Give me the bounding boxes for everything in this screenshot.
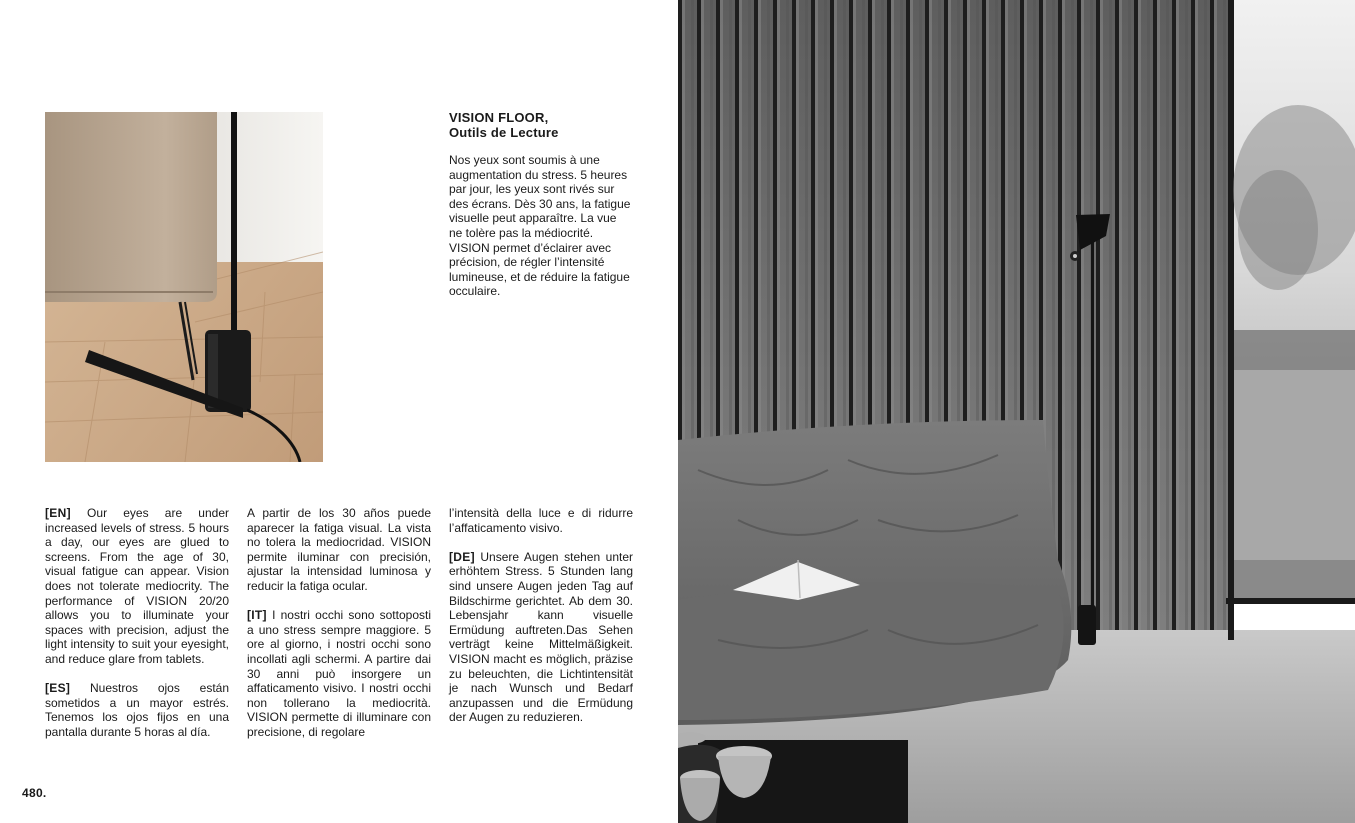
right-page	[678, 0, 1355, 823]
german-paragraph	[449, 550, 633, 725]
german-text: Unsere Augen stehen unter erhöhtem Stress. 5 Stunden lang sind unsere Augen jeden Tag auf Bildschirme gerichtet. Ab dem 30. Lebensjahr kann visuelle Ermüdung auftreten.Das Sehen verträgt keine Mittelmäßigkeit. VISION macht es möglich, präzise zu beleuchten, die Lichtintensität je nach Wunsch und Bedarf anzupassen und die Ermüdung der Augen zu reduzieren.	[449, 549, 633, 725]
text-column-1	[45, 506, 229, 740]
spanish-text: Nuestros ojos están sometidos a un mayor estrés. Tenemos los ojos fijos en una pantalla durante 5 horas al día.	[45, 681, 229, 739]
product-title-line-2: Outils de Lecture	[449, 125, 559, 140]
german-tag: [DE]	[449, 549, 475, 564]
page-number: 480.	[22, 786, 47, 800]
italian-continued-paragraph: l’intensità della luce e di ridurre l’affaticamento visivo.	[449, 506, 633, 535]
spanish-paragraph	[45, 681, 229, 739]
italian-text: I nostri occhi sono sottoposti a uno stress sempre maggiore. 5 ore al giorno, i nostri occhi sono incollati agli schermi. A partire dai 30 anni può insorgere un affaticamento visivo. I nostri occhi non tollerano la mediocrità. VISION permette di illuminare con precisione, di regolare	[247, 608, 431, 739]
english-paragraph	[45, 506, 229, 667]
spanish-continued-paragraph: A partir de los 30 años puede aparecer la fatiga visual. La vista no tolera la mediocridad. VISION permite iluminar con precisión, ajustar la intensidad luminosa y reducir la fatiga ocular.	[247, 506, 431, 593]
italian-tag: [IT]	[247, 608, 267, 623]
text-column-2	[247, 506, 431, 740]
product-title	[449, 110, 639, 140]
french-paragraph: Nos yeux sont soumis à une augmentation du stress. 5 heures par jour, les yeux sont rivés sur des écrans. Dès 30 ans, la fatigue visuelle peut apparaître. La vue ne tolère pas la médiocrité. VISION permet d’éclairer avec précision, de régler l’intensité lumineuse, et de réduire la fatigue occulaire.	[449, 153, 631, 299]
spanish-tag: [ES]	[45, 681, 71, 696]
product-title-line-1: VISION FLOOR,	[449, 110, 549, 125]
lamp-base-detail-photo	[45, 112, 323, 462]
living-room-photo	[678, 0, 1355, 823]
italian-paragraph	[247, 608, 431, 739]
text-column-3	[449, 506, 633, 725]
english-text: Our eyes are under increased levels of stress. 5 hours a day, our eyes are glued to screens. From the age of 30, visual fatigue can appear. Vision does not tolerate mediocrity. The performance of VISION 20/20 allows you to illuminate your spaces with precision, adjust the light intensity to suit your eyesight, and reduce glare from tablets.	[45, 506, 229, 666]
english-tag: [EN]	[45, 506, 71, 520]
